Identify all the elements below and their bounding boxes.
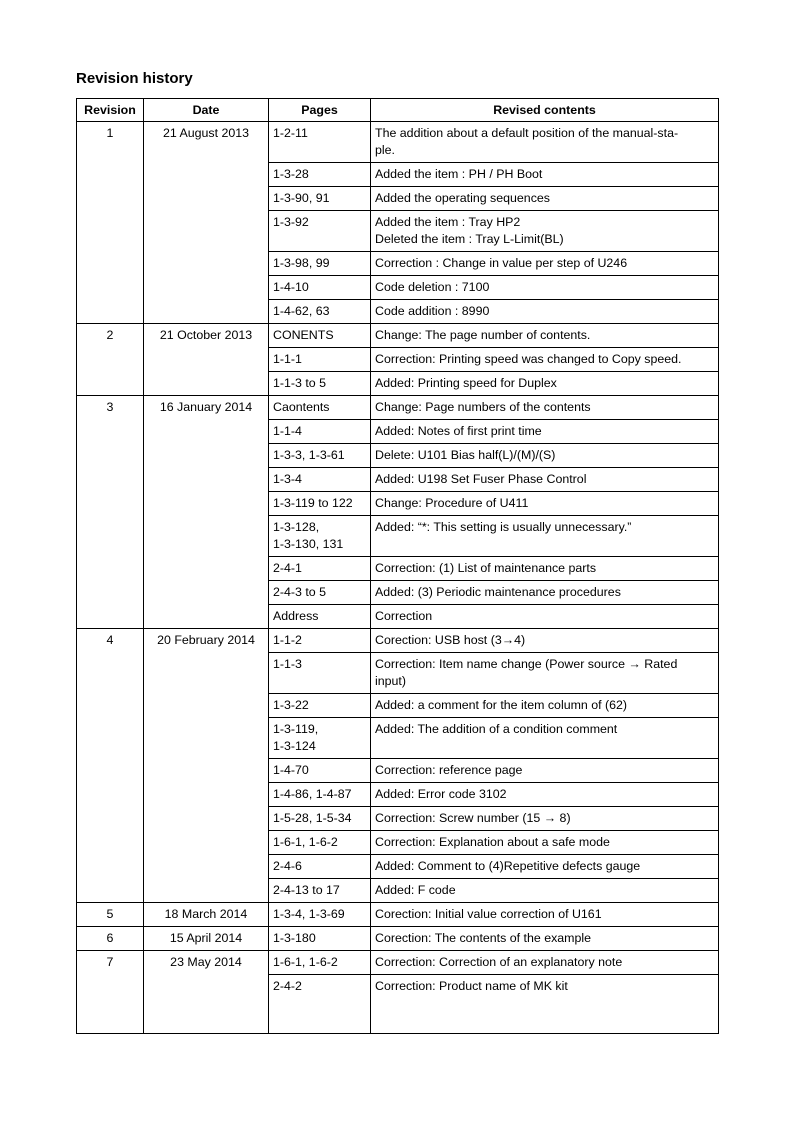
pages-cell: 1-3-28	[269, 163, 371, 187]
revision-date-cell	[144, 581, 269, 605]
revision-date-cell	[144, 557, 269, 581]
table-row	[77, 629, 719, 653]
revision-date-cell: 16 January 2014	[144, 396, 269, 420]
revision-number-cell	[77, 444, 144, 468]
revision-date-cell	[144, 831, 269, 855]
table-row	[77, 122, 719, 163]
revised-contents-cell: Correction: Product name of MK kit	[371, 975, 719, 1034]
pages-cell: 1-3-98, 99	[269, 252, 371, 276]
revision-date-cell	[144, 516, 269, 557]
table-row	[77, 831, 719, 855]
revised-contents-cell: Change: Page numbers of the contents	[371, 396, 719, 420]
revision-number-cell	[77, 187, 144, 211]
table-row	[77, 759, 719, 783]
table-row	[77, 348, 719, 372]
pages-cell: CONENTS	[269, 324, 371, 348]
revision-date-cell	[144, 492, 269, 516]
revision-date-cell	[144, 694, 269, 718]
table-row	[77, 927, 719, 951]
revision-number-cell	[77, 372, 144, 396]
revision-date-cell	[144, 807, 269, 831]
table-row	[77, 581, 719, 605]
revised-contents-cell: Correction: reference page	[371, 759, 719, 783]
table-row	[77, 975, 719, 1034]
revision-date-cell	[144, 300, 269, 324]
revision-number-cell	[77, 300, 144, 324]
revision-number-cell	[77, 653, 144, 694]
revised-contents-cell: Corection: USB host (3→4)	[371, 629, 719, 653]
table-header-row	[77, 99, 719, 122]
revised-contents-cell: Correction: Item name change (Power source → Rated input)	[371, 653, 719, 694]
revised-contents-cell: Added: Printing speed for Duplex	[371, 372, 719, 396]
table-row	[77, 807, 719, 831]
revision-date-cell: 21 October 2013	[144, 324, 269, 348]
table-row	[77, 855, 719, 879]
revision-number-cell	[77, 581, 144, 605]
revision-date-cell	[144, 783, 269, 807]
revision-date-cell: 23 May 2014	[144, 951, 269, 975]
pages-cell: 1-4-10	[269, 276, 371, 300]
pages-cell: Address	[269, 605, 371, 629]
revision-date-cell	[144, 718, 269, 759]
revision-number-cell: 4	[77, 629, 144, 653]
revision-history-table	[76, 98, 719, 1034]
table-row	[77, 903, 719, 927]
header-revision: Revision	[77, 99, 144, 122]
revision-number-cell	[77, 855, 144, 879]
revision-date-cell	[144, 420, 269, 444]
revision-number-cell	[77, 468, 144, 492]
revision-date-cell	[144, 163, 269, 187]
table-row	[77, 605, 719, 629]
revision-number-cell: 6	[77, 927, 144, 951]
revision-number-cell: 5	[77, 903, 144, 927]
revision-date-cell	[144, 187, 269, 211]
revision-number-cell	[77, 975, 144, 1034]
revised-contents-cell: Correction	[371, 605, 719, 629]
pages-cell: 1-1-1	[269, 348, 371, 372]
table-row	[77, 163, 719, 187]
table-row	[77, 372, 719, 396]
table-row	[77, 300, 719, 324]
revision-number-cell	[77, 807, 144, 831]
pages-cell: 1-3-3, 1-3-61	[269, 444, 371, 468]
table-row	[77, 718, 719, 759]
table-row	[77, 276, 719, 300]
revision-date-cell: 21 August 2013	[144, 122, 269, 163]
revision-number-cell	[77, 694, 144, 718]
pages-cell: Caontents	[269, 396, 371, 420]
table-row	[77, 653, 719, 694]
revised-contents-cell: Correction: Explanation about a safe mode	[371, 831, 719, 855]
revised-contents-cell: Correction : Change in value per step of U246	[371, 252, 719, 276]
header-date: Date	[144, 99, 269, 122]
table-row	[77, 879, 719, 903]
pages-cell: 1-1-3 to 5	[269, 372, 371, 396]
pages-cell: 1-3-119, 1-3-124	[269, 718, 371, 759]
revision-date-cell	[144, 605, 269, 629]
pages-cell: 2-4-6	[269, 855, 371, 879]
revision-number-cell: 1	[77, 122, 144, 163]
pages-cell: 1-6-1, 1-6-2	[269, 951, 371, 975]
pages-cell: 1-4-86, 1-4-87	[269, 783, 371, 807]
revised-contents-cell: The addition about a default position of the manual-sta- ple.	[371, 122, 719, 163]
revision-number-cell: 2	[77, 324, 144, 348]
revised-contents-cell: Added: Error code 3102	[371, 783, 719, 807]
revision-number-cell	[77, 516, 144, 557]
pages-cell: 1-5-28, 1-5-34	[269, 807, 371, 831]
revised-contents-cell: Correction: Correction of an explanatory note	[371, 951, 719, 975]
revision-number-cell	[77, 718, 144, 759]
pages-cell: 1-3-4, 1-3-69	[269, 903, 371, 927]
pages-cell: 1-3-180	[269, 927, 371, 951]
table-row	[77, 951, 719, 975]
revision-date-cell	[144, 348, 269, 372]
pages-cell: 2-4-1	[269, 557, 371, 581]
revised-contents-cell: Added the operating sequences	[371, 187, 719, 211]
table-row	[77, 557, 719, 581]
revision-date-cell	[144, 855, 269, 879]
table-row	[77, 783, 719, 807]
table-row	[77, 516, 719, 557]
revision-date-cell	[144, 211, 269, 252]
revision-date-cell	[144, 252, 269, 276]
revision-date-cell	[144, 468, 269, 492]
revised-contents-cell: Added the item : PH / PH Boot	[371, 163, 719, 187]
table-row	[77, 252, 719, 276]
revised-contents-cell: Corection: The contents of the example	[371, 927, 719, 951]
revision-number-cell	[77, 492, 144, 516]
pages-cell: 1-3-119 to 122	[269, 492, 371, 516]
revision-number-cell	[77, 348, 144, 372]
table-row	[77, 444, 719, 468]
pages-cell: 1-3-4	[269, 468, 371, 492]
revision-number-cell: 3	[77, 396, 144, 420]
table-row	[77, 492, 719, 516]
revised-contents-cell: Added: “*: This setting is usually unnecessary.”	[371, 516, 719, 557]
revision-date-cell	[144, 759, 269, 783]
revised-contents-cell: Correction: Printing speed was changed to Copy speed.	[371, 348, 719, 372]
revision-number-cell	[77, 211, 144, 252]
pages-cell: 1-2-11	[269, 122, 371, 163]
table-row	[77, 211, 719, 252]
pages-cell: 1-3-128, 1-3-130, 131	[269, 516, 371, 557]
revision-number-cell	[77, 420, 144, 444]
revised-contents-cell: Added: U198 Set Fuser Phase Control	[371, 468, 719, 492]
revision-date-cell	[144, 653, 269, 694]
pages-cell: 2-4-3 to 5	[269, 581, 371, 605]
table-body	[77, 122, 719, 1034]
revision-date-cell: 18 March 2014	[144, 903, 269, 927]
table-row	[77, 324, 719, 348]
revision-date-cell	[144, 276, 269, 300]
table-row	[77, 694, 719, 718]
page-title: Revision history	[76, 70, 193, 87]
table-row	[77, 187, 719, 211]
revised-contents-cell: Added: Comment to (4)Repetitive defects gauge	[371, 855, 719, 879]
revised-contents-cell: Added: F code	[371, 879, 719, 903]
revision-number-cell	[77, 252, 144, 276]
revised-contents-cell: Change: Procedure of U411	[371, 492, 719, 516]
revised-contents-cell: Added: Notes of first print time	[371, 420, 719, 444]
pages-cell: 1-1-2	[269, 629, 371, 653]
revision-date-cell: 15 April 2014	[144, 927, 269, 951]
revision-date-cell: 20 February 2014	[144, 629, 269, 653]
revision-number-cell	[77, 557, 144, 581]
revised-contents-cell: Added the item : Tray HP2 Deleted the item : Tray L-Limit(BL)	[371, 211, 719, 252]
pages-cell: 1-4-70	[269, 759, 371, 783]
header-revised-contents: Revised contents	[371, 99, 719, 122]
revised-contents-cell: Correction: (1) List of maintenance parts	[371, 557, 719, 581]
pages-cell: 1-1-3	[269, 653, 371, 694]
pages-cell: 1-6-1, 1-6-2	[269, 831, 371, 855]
revision-number-cell	[77, 783, 144, 807]
revised-contents-cell: Code deletion : 7100	[371, 276, 719, 300]
pages-cell: 1-3-22	[269, 694, 371, 718]
table-row	[77, 420, 719, 444]
revised-contents-cell: Change: The page number of contents.	[371, 324, 719, 348]
revised-contents-cell: Delete: U101 Bias half(L)/(M)/(S)	[371, 444, 719, 468]
revised-contents-cell: Correction: Screw number (15 → 8)	[371, 807, 719, 831]
revision-date-cell	[144, 372, 269, 396]
pages-cell: 1-4-62, 63	[269, 300, 371, 324]
revised-contents-cell: Added: The addition of a condition comment	[371, 718, 719, 759]
revised-contents-cell: Added: (3) Periodic maintenance procedures	[371, 581, 719, 605]
pages-cell: 1-3-90, 91	[269, 187, 371, 211]
pages-cell: 1-3-92	[269, 211, 371, 252]
revised-contents-cell: Code addition : 8990	[371, 300, 719, 324]
revision-number-cell	[77, 163, 144, 187]
pages-cell: 1-1-4	[269, 420, 371, 444]
revision-number-cell	[77, 605, 144, 629]
revision-date-cell	[144, 975, 269, 1034]
revised-contents-cell: Added: a comment for the item column of (62)	[371, 694, 719, 718]
table-row	[77, 468, 719, 492]
pages-cell: 2-4-2	[269, 975, 371, 1034]
revision-date-cell	[144, 444, 269, 468]
revision-number-cell	[77, 759, 144, 783]
pages-cell: 2-4-13 to 17	[269, 879, 371, 903]
revision-number-cell	[77, 879, 144, 903]
revision-number-cell	[77, 831, 144, 855]
revision-number-cell	[77, 276, 144, 300]
header-pages: Pages	[269, 99, 371, 122]
revised-contents-cell: Corection: Initial value correction of U161	[371, 903, 719, 927]
revision-number-cell: 7	[77, 951, 144, 975]
revision-date-cell	[144, 879, 269, 903]
table-row	[77, 396, 719, 420]
